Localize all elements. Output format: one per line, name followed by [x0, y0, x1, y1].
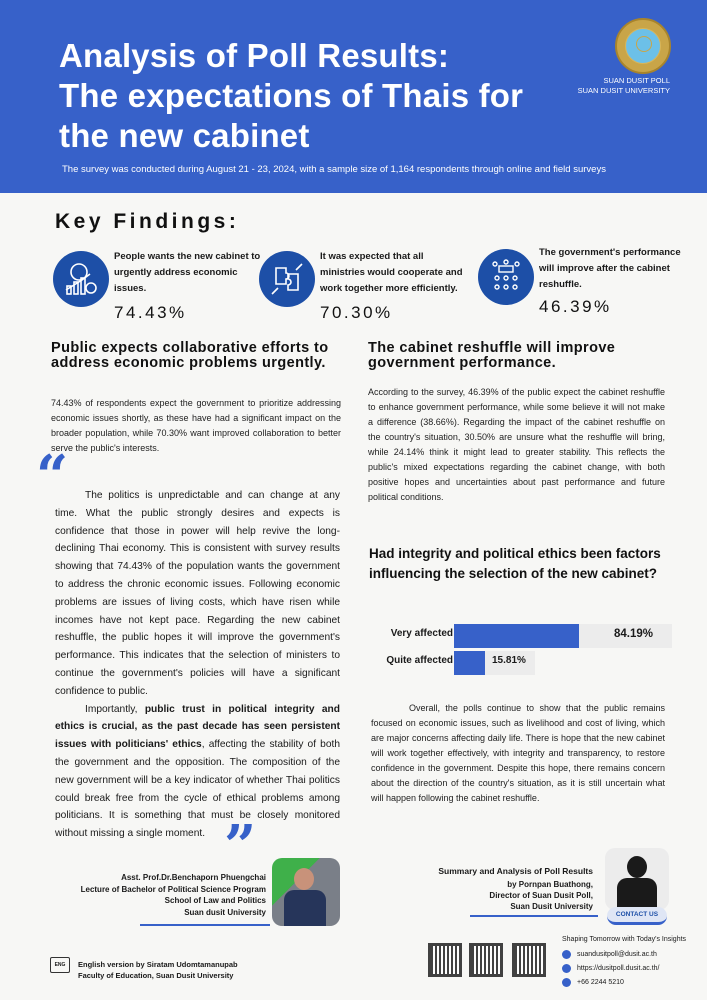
english-translation-icon: ENG	[50, 957, 70, 973]
email-icon	[562, 950, 571, 959]
divider	[140, 924, 270, 926]
summary-credit: Summary and Analysis of Poll Results by Pornpan Buathong, Director of Suan Dusit Poll, Suan Dusit University	[438, 866, 593, 911]
website-qr-code[interactable]	[512, 943, 546, 977]
suan-dusit-poll-logo	[615, 18, 671, 74]
author-credit: Asst. Prof.Dr.Benchaporn Phuengchai Lecture of Bachelor of Political Science Program School of Law and Politics Suan dusit University	[80, 873, 266, 917]
economy-chart-icon	[53, 251, 109, 307]
bar-quite-affected	[454, 651, 485, 675]
globe-icon	[562, 964, 571, 973]
quote-paragraph-2: Importantly, public trust in political integrity and ethics is crucial, as the past decade has seen persistent issues with politicians' ethics, affecting the stability of both the government and the opposition. The composition of the new government will be a key indicator of whether Thai politics could break free from the cycle of ethical problems among politicians. It is something that must be closely monitored without missing a single moment.	[55, 703, 340, 840]
chart-title: Had integrity and political ethics been factors influencing the selection of the new cabinet?	[369, 546, 661, 581]
translation-credit: English version by Siratam Udomtamanupab Faculty of Education, Suan Dusit University	[78, 960, 238, 980]
meeting-table-icon	[478, 249, 534, 305]
bar-very-affected	[454, 624, 579, 648]
page-title: Analysis of Poll Results: The expectations of Thais for the new cabinet	[59, 37, 524, 154]
quote-body	[55, 487, 340, 843]
survey-note: The survey was conducted during August 21 - 23, 2024, with a sample size of 1,164 respondents through online and field surveys	[62, 164, 606, 175]
quote-paragraph-1: The politics is unpredictable and can change at any time. What the public strongly desires and expects is confidence that those in power will help revive the long-declining Thai economy. This is consistent with survey results showing that 74.43% of the population wants the government to address the chronic economic issues. Following economic problems are issues of living costs, which have risen while incomes have not kept pace. Regarding the new cabinet reshuffle, the public hopes it will improve the government's performance. This indicates that the selection of ministers to continue the government's policies will have a significant confidence to public.	[55, 490, 340, 697]
open-quote-icon: “	[36, 443, 69, 509]
contact-us-button[interactable]: CONTACT US	[607, 907, 667, 925]
conclusion: Overall, the polls continue to show that the public remains focused on economic issues, such as livelihood and cost of living, which are major concerns affecting daily life. There is hope that the new cabinet will work together effectively, with integrity and transparency, to restore confidence in the government. Despite this hope, there remains concern about the direction of the country's situation, as it is still uncertain what will happen following the cabinet reshuffle.	[371, 703, 665, 803]
left-section-heading: Public expects collaborative efforts to address economic problems urgently.	[51, 340, 329, 371]
phone-contact[interactable]: +66 2244 5210	[562, 978, 624, 987]
right-section-heading: The cabinet reshuffle will improve government performance.	[368, 340, 616, 371]
author-photo	[272, 858, 340, 926]
org-name: SUAN DUSIT POLL SUAN DUSIT UNIVERSITY	[577, 76, 670, 95]
director-photo	[605, 848, 669, 910]
finding-value: 46.39%	[539, 297, 612, 316]
header-banner	[0, 0, 707, 193]
finding-value: 70.30%	[320, 303, 393, 322]
puzzle-cooperation-icon	[259, 251, 315, 307]
youtube-qr-code[interactable]	[469, 943, 503, 977]
facebook-qr-code[interactable]	[428, 943, 462, 977]
key-findings-title: Key Findings:	[55, 210, 240, 233]
website-link[interactable]: https://dusitpoll.dusit.ac.th/	[562, 964, 660, 973]
right-section-body: According to the survey, 46.39% of the public expect the cabinet reshuffle to enhance government performance, while some believe it will not make a difference (38.66%). Regarding the impact of the cabinet reshuffle on the country's situation, 30.50% are unsure what the reshuffle will bring, while 24.14% think it might lead to greater stability. This reflects the public's mixed expectations regarding the cabinet change, with both positive hopes and uncertainties about past performance and future political conditions.	[368, 387, 665, 502]
email-contact[interactable]: suandusitpoll@dusit.ac.th	[562, 950, 657, 959]
left-section-body: 74.43% of respondents expect the government to prioritize addressing economic issues shortly, as these have had a significant impact on the broader population, while 70.30% want improved collaboration to better serve the public's interests.	[51, 398, 341, 453]
globe-icon	[636, 36, 652, 52]
divider	[470, 915, 598, 917]
close-quote-icon: ”	[224, 813, 257, 879]
finding-value: 74.43%	[114, 303, 187, 322]
phone-icon	[562, 978, 571, 987]
tagline: Shaping Tomorrow with Today's Insights	[562, 936, 687, 943]
